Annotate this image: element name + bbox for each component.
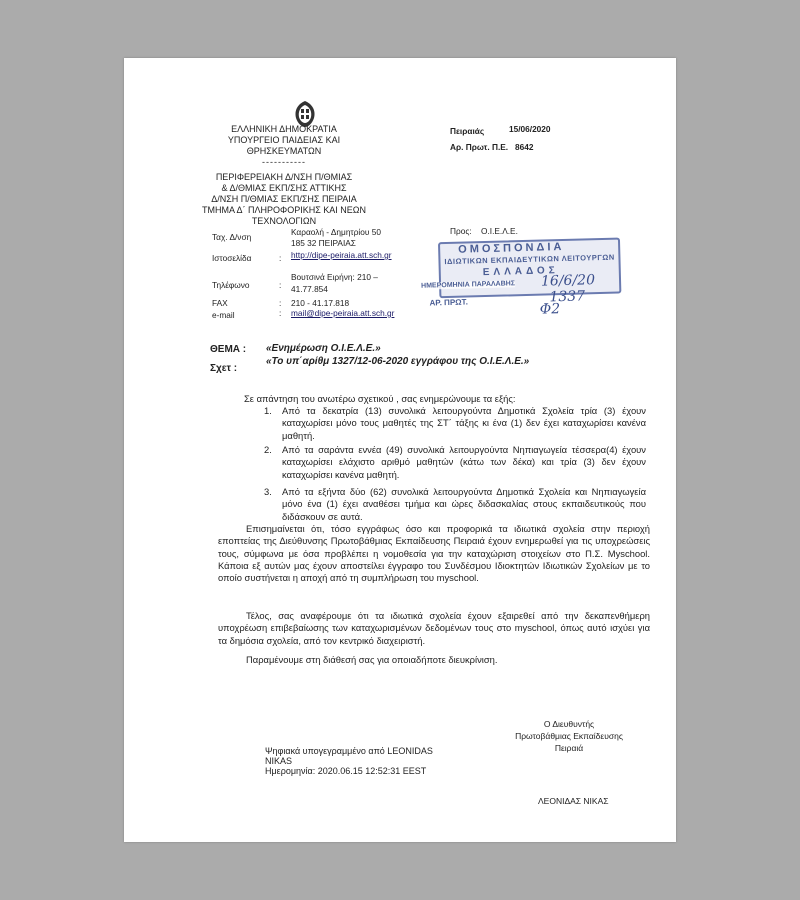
list-text: Από τα εξήντα δύο (62) συνολικά λειτουργούντα Δημοτικά Σχολεία και Νηπιαγωγεία μόνο ένα (1) έχει αναθέσει τμήμα και ώρες διδασκαλίας στους εκπαιδευτικούς που διδάσκουν σε αυτά. xyxy=(282,486,646,522)
fax-label: FAX xyxy=(212,298,228,308)
recipient-name: Ο.Ι.Ε.Λ.Ε. xyxy=(481,226,518,236)
document-date: 15/06/2020 xyxy=(509,124,551,134)
stamp-date-label: ΗΜΕΡΟΜΗΝΙΑ ΠΑΡΑΛΑΒΗΣ xyxy=(421,280,516,290)
stamp-line: ΙΔΙΩΤΙΚΩΝ ΕΚΠΑΙΔΕΥΤΙΚΩΝ ΛΕΙΤΟΥΡΓΩΝ xyxy=(444,252,615,267)
signatory-title-line: Πρωτοβάθμιας Εκπαίδευσης xyxy=(515,731,623,741)
address-label: Ταχ. Δ/νση xyxy=(212,232,252,242)
list-item xyxy=(264,486,646,523)
issuer-header xyxy=(194,124,374,227)
signatory-name: ΛΕΟΝΙΔΑΣ ΝΙΚΑΣ xyxy=(538,796,609,806)
email-label: e-mail xyxy=(212,310,235,320)
list-item xyxy=(264,405,646,442)
digital-signature-line: NIKAS xyxy=(265,756,293,766)
paragraph: Τέλος, σας αναφέρουμε ότι τα ιδιωτικά σχολεία έχουν εξαιρεθεί από την δεκαπενθήμερη υποχρέωση επιβεβαίωσης των καταχωρισμένων δεδομένων τους στο myschool, όπως αυτό ισχύει για τα δημόσια σχολεία, από τον κεντρικό διαχειριστή. xyxy=(218,610,650,646)
received-stamp xyxy=(420,237,630,322)
header-line: ΤΕΧΝΟΛΟΓΙΩΝ xyxy=(251,216,317,226)
website-link[interactable]: http://dipe-peiraia.att.sch.gr xyxy=(291,250,392,260)
header-line: ΠΕΡΙΦΕΡΕΙΑΚΗ Δ/ΝΣΗ Π/ΘΜΙΑΣ xyxy=(215,172,353,182)
document-page xyxy=(124,58,676,842)
header-line: & Δ/ΘΜΙΑΣ ΕΚΠ/ΣΗΣ ΑΤΤΙΚΗΣ xyxy=(221,183,347,193)
recipient-label: Προς: xyxy=(450,226,472,236)
ministry-title: ΥΠΟΥΡΓΕΙΟ ΠΑΙΔΕΙΑΣ ΚΑΙ ΘΡΗΣΚΕΥΜΑΤΩΝ xyxy=(227,135,341,156)
stamp-handwritten-sub: Φ2 xyxy=(539,301,561,318)
digital-signature-line: Ψηφιακά υπογεγραμμένο από LEONIDAS xyxy=(265,746,433,756)
signatory-title-line: Ο Διευθυντής xyxy=(543,719,595,729)
list-text: Από τα σαράντα εννέα (49) συνολικά λειτουργούντα Νηπιαγωγεία τέσσερα(4) έχουν καταχωρίσει ελάχιστο αριθμό μαθητών (κάτω των δέκα) και τρία (3) δεν έχουν καταχωρίσει κανένα μαθητή. xyxy=(282,444,646,480)
reference-text: «Το υπ΄αρίθμ 1327/12-06-2020 εγγράφου της Ο.Ι.Ε.Λ.Ε.» xyxy=(266,356,530,367)
subject-text: «Ενημέρωση Ο.Ι.Ε.Λ.Ε.» xyxy=(266,343,381,354)
reference-label: Σχετ : xyxy=(210,363,238,374)
signatory-title-line: Πειραιά xyxy=(554,743,584,753)
address-line: Καραολή - Δημητρίου 50 xyxy=(291,227,381,237)
stamp-handwritten-date: 16/6/20 xyxy=(540,272,596,290)
fax-colon: : xyxy=(279,298,282,308)
intro-line: Σε απάντηση του ανωτέρω σχετικού , σας ενημερώνουμε τα εξής: xyxy=(244,393,516,404)
header-separator: ----------- xyxy=(262,157,306,167)
email-colon: : xyxy=(279,308,282,318)
digital-signature-line: Ημερομηνία: 2020.06.15 12:52:31 EEST xyxy=(265,766,427,776)
email-link[interactable]: mail@dipe-peiraia.att.sch.gr xyxy=(291,308,395,318)
list-item xyxy=(264,444,646,481)
republic-title: ΕΛΛΗΝΙΚΗ ΔΗΜΟΚΡΑΤΙΑ xyxy=(231,124,337,134)
digital-signature xyxy=(265,746,433,776)
list-number: 3. xyxy=(264,486,272,497)
paragraph: Επισημαίνεται ότι, τόσο εγγράφως όσο και προφορικά τα ιδιωτικά σχολεία στην περιοχή εποπτείας της Διεύθυνσης Πρωτοβάθμιας Εκπαίδευσης Πειραιά έχουν ενημερωθεί για τις υποχρεώσεις τους, σύμφωνα με όσα προβλέπει η νομοθεσία για την καταχώριση στοιχείων στο Π.Σ. Myschool. Κάποια εξ αυτών μας έχουν αποστείλει έγγραφο του Συνδέσμου Ιδιοκτητών Ιδιωτικών Σχολείων με το οποίο συστήνεται η αποχή από τη συμπλήρωση του myschool. xyxy=(218,523,650,584)
phone-line: Βουτσινά Ειρήνη: 210 – xyxy=(291,272,378,282)
fax-number: 210 - 41.17.818 xyxy=(291,298,350,308)
signatory-title xyxy=(494,718,644,754)
website-colon: : xyxy=(279,253,282,263)
phone-colon: : xyxy=(279,280,282,290)
subject-label: ΘΕΜΑ : xyxy=(210,344,247,355)
stamp-line: ΟΜΟΣΠΟΝΔΙΑ xyxy=(458,240,565,256)
address-line: 185 32 ΠΕΙΡΑΙΑΣ xyxy=(291,238,356,248)
list-number: 2. xyxy=(264,444,272,455)
protocol-label: Αρ. Πρωτ. Π.Ε. xyxy=(450,142,509,152)
paragraph: Παραμένουμε στη διάθεσή σας για οποιαδήποτε διευκρίνιση. xyxy=(246,654,498,665)
website-label: Ιστοσελίδα xyxy=(212,253,252,263)
header-line: Δ/ΝΣΗ Π/ΘΜΙΑΣ ΕΚΠ/ΣΗΣ ΠΕΙΡΑΙΑ xyxy=(211,194,357,204)
stamp-line: ΕΛΛΑΔΟΣ xyxy=(482,265,559,279)
list-number: 1. xyxy=(264,405,272,416)
phone-label: Τηλέφωνο xyxy=(212,280,250,290)
phone-line: 41.77.854 xyxy=(291,284,328,294)
list-text: Από τα δεκατρία (13) συνολικά λειτουργούντα Δημοτικά Σχολεία τρία (3) έχουν καταχωρίσει μόνο τους μαθητές της ΣΤ΄ τάξης κι ένα (1) δεν έχει καταχωρίσει κανένα μαθητή. xyxy=(282,405,646,441)
header-line: ΤΜΗΜΑ Δ΄ ΠΛΗΡΟΦΟΡΙΚΗΣ ΚΑΙ ΝΕΩΝ xyxy=(201,205,366,215)
stamp-protocol-label: ΑΡ. ΠΡΩΤ. xyxy=(429,297,468,308)
protocol-number: 8642 xyxy=(515,142,534,152)
stamp-handwritten-number: 1337 xyxy=(549,288,586,306)
city-label: Πειραιάς xyxy=(450,126,485,136)
